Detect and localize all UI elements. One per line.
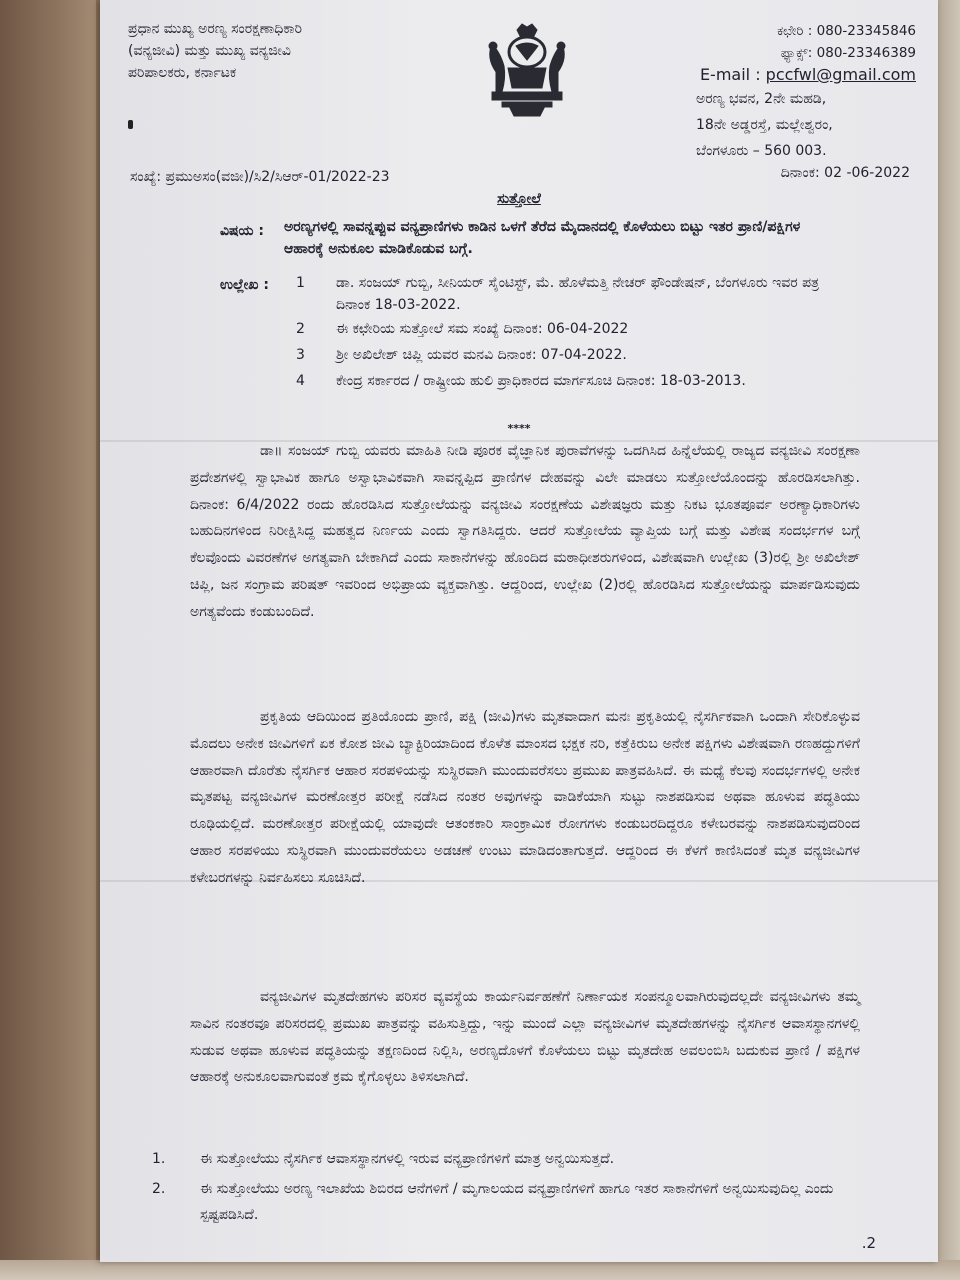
section-separator: **** bbox=[507, 422, 531, 435]
issuing-authority bbox=[128, 18, 428, 84]
subject-label: ವಿಷಯ : bbox=[220, 223, 265, 239]
office-address bbox=[696, 88, 916, 166]
body-paragraph bbox=[190, 704, 860, 892]
email-row bbox=[656, 64, 916, 90]
address-line: ಅರಣ್ಯ ಭವನ, 2ನೇ ಮಹಡಿ, bbox=[696, 91, 827, 107]
background-surface-bottom bbox=[0, 1260, 960, 1280]
address-line: 18ನೇ ಅಡ್ಡರಸ್ತೆ, ಮಲ್ಲೇಶ್ವರಂ, bbox=[696, 117, 833, 133]
authority-line: (ವನ್ಯಜೀವಿ) ಮತ್ತು ಮುಖ್ಯ ವನ್ಯಜೀವಿ bbox=[128, 43, 291, 59]
body-paragraph bbox=[190, 984, 860, 1091]
body-paragraph bbox=[190, 438, 860, 626]
reference-text: ಕೇಂದ್ರ ಸರ್ಕಾರದ / ರಾಷ್ಟ್ರೀಯ ಹುಲಿ ಪ್ರಾಧಿಕಾರದ ಮಾರ್ಗಸೂಚಿ ದಿನಾಂಕ: 18-03-2013. bbox=[336, 373, 746, 389]
punch-mark bbox=[128, 120, 133, 129]
paragraph-text: ಡಾ॥ ಸಂಜಯ್ ಗುಬ್ಬಿ ಯವರು ಮಾಹಿತಿ ನೀಡಿ ಪೂರಕ ವೈಜ್ಞಾನಿಕ ಪುರಾವೆಗಳನ್ನು ಒದಗಿಸಿದ ಹಿನ್ನೆಲೆಯಲ್ಲಿ ರಾಜ್ಯದ ವನ್ಯಜೀವಿ ಸಂರಕ್ಷಣಾ ಪ್ರದೇಶಗಳಲ್ಲಿ ಸ್ವಾಭಾವಿಕ ಹಾಗೂ ಅಸ್ವಾಭಾವಿಕವಾಗಿ ಸಾವನ್ನಪ್ಪಿದ ಪ್ರಾಣಿಗಳ ದೇಹವನ್ನು ವಿಲೇ ಮಾಡಲು ಸುತ್ತೋಲೆಯೊಂದನ್ನು ಹೊರಡಿಸಲಾಗಿತ್ತು. ದಿನಾಂಕ: 6/4/2022 ರಂದು ಹೊರಡಿಸಿದ ಸುತ್ತೋಲೆಯನ್ನು ವನ್ಯಜೀವಿ ಸಂರಕ್ಷಣೆಯ ವಿಶೇಷಜ್ಞರು ಮತ್ತು ನಿಕಟ ಭೂತಪೂರ್ವ ಅರಣ್ಯಾಧಿಕಾರಿಗಳು ಬಹುದಿನಗಳಿಂದ ನಿರೀಕ್ಷಿಸಿದ್ದ ಮಹತ್ವದ ನಿರ್ಣಯ ಎಂದು ಸ್ವಾಗತಿಸಿದ್ದರು. ಆದರೆ ಸುತ್ತೋಲೆಯ ವ್ಯಾಪ್ತಿಯ ಬಗ್ಗೆ ಮತ್ತು ವಿಶೇಷ ಸಂದರ್ಭಗಳ ಬಗ್ಗೆ ಕೆಲವೊಂದು ವಿವರಣೆಗಳ ಅಗತ್ಯವಾಗಿ ಬೇಕಾಗಿದೆ ಎಂದು ಸಾಕಾನೆಗಳನ್ನು ಹೊಂದಿದ ಮಠಾಧೀಶರುಗಳಿಂದ, ವಿಶೇಷವಾಗಿ ಉಲ್ಲೇಖ (3)ರಲ್ಲಿ ಶ್ರೀ ಅಖಿಲೇಶ್ ಚಿಪ್ಲಿ, ಜನ ಸಂಗ್ರಾಮ ಪರಿಷತ್ ಇವರಿಂದ ಅಭಿಪ್ರಾಯ ವ್ಯಕ್ತವಾಗಿತ್ತು. ಆದ್ದರಿಂದ, ಉಲ್ಲೇಖ (2)ರಲ್ಲಿ ಹೊರಡಿಸಿದ ಸುತ್ತೋಲೆಯನ್ನು ಮಾರ್ಪಡಿಸುವುದು ಅಗತ್ಯವೆಂದು ಕಂಡುಬಂದಿದೆ. bbox=[190, 443, 860, 620]
email-label: E-mail : bbox=[699, 65, 761, 84]
reference-number-label: 3 bbox=[296, 347, 305, 363]
reference-number-label: 1 bbox=[296, 275, 305, 291]
reference-number-label: 2 bbox=[296, 321, 305, 337]
paragraph-text: ಪ್ರಕೃತಿಯ ಆದಿಯಿಂದ ಪ್ರತಿಯೊಂದು ಪ್ರಾಣಿ, ಪಕ್ಷಿ (ಜೀವಿ)ಗಳು ಮೃತವಾದಾಗ ಮನಃ ಪ್ರಕೃತಿಯಲ್ಲಿ ನೈಸರ್ಗಿಕವಾಗಿ ಒಂದಾಗಿ ಸೇರಿಕೊಳ್ಳುವ ಮೊದಲು ಅನೇಕ ಜೀವಿಗಳಿಗೆ ಏಕ ಕೋಶ ಜೀವಿ ಬ್ಯಾಕ್ಟಿರಿಯಾದಿಂದ ಕೊಳೆತ ಮಾಂಸದ ಭಕ್ಷಕ ನರಿ, ಕತ್ತೆಕಿರುಬ ಅನೇಕ ಪಕ್ಷಿಗಳು ವಿಶೇಷವಾಗಿ ರಣಹದ್ದುಗಳಿಗೆ ಆಹಾರವಾಗಿ ದೊರೆತು ನೈಸರ್ಗಿಕ ಆಹಾರ ಸರಪಳಿಯನ್ನು ಸುಸ್ಥಿರವಾಗಿ ಮುಂದುವರೆಸಲು ಪ್ರಮುಖ ಪಾತ್ರವಹಿಸಿದೆ. ಈ ಮಧ್ಯೆ ಕೆಲವು ಸಂದರ್ಭಗಳಲ್ಲಿ ಅನೇಕ ಮೃತಪಟ್ಟ ವನ್ಯಜೀವಿಗಳ ಮರಣೋತ್ತರ ಪರೀಕ್ಷೆ ನಡೆಸಿದ ನಂತರ ಅವುಗಳನ್ನು ವಾಡಿಕೆಯಾಗಿ ಸುಟ್ಟು ನಾಶಪಡಿಸುವ ಅಥವಾ ಹೂಳುವ ಪದ್ಧತಿಯು ರೂಢಿಯಲ್ಲಿದೆ. ಮರಣೋತ್ತರ ಪರೀಕ್ಷೆಯಲ್ಲಿ ಯಾವುದೇ ಆತಂಕಕಾರಿ ಸಾಂಕ್ರಾಮಿಕ ರೋಗಗಳು ಕಂಡುಬರದಿದ್ದರೂ ಕಳೇಬರವನ್ನು ನಾಶಪಡಿಸುವುದರಿಂದ ಆಹಾರ ಸರಪಳಿಯು ಸುಸ್ಥಿರವಾಗಿ ಮುಂದುವರೆಯಲು ಅಡಚಣೆ ಉಂಟು ಮಾಡಿದಂತಾಗುತ್ತದೆ. ಆದ್ದರಿಂದ ಈ ಕೆಳಗೆ ಕಾಣಿಸಿದಂತೆ ಮೃತ ವನ್ಯಜೀವಿಗಳ ಕಳೇಬರಗಳನ್ನು ನಿರ್ವಹಿಸಲು ಸೂಚಿಸಿದೆ. bbox=[190, 709, 860, 886]
document-date: ದಿನಾಂಕ: 02 -06-2022 bbox=[780, 165, 910, 181]
list-text: ಈ ಸುತ್ತೋಲೆಯು ಅರಣ್ಯ ಇಲಾಖೆಯ ಶಿಬಿರದ ಆನೆಗಳಿಗೆ / ಮೃಗಾಲಯದ ವನ್ಯಪ್ರಾಣಿಗಳಿಗೆ ಹಾಗೂ ಇತರ ಸಾಕಾನೆಗಳಿಗೆ ಅನ್ವಯಿಸುವುದಿಲ್ಲ ಎಂದು ಸ್ಪಷ್ಟಪಡಿಸಿದೆ. bbox=[200, 1181, 834, 1223]
reference-text: ಈ ಕಛೇರಿಯ ಸುತ್ತೋಲೆ ಸಮ ಸಂಖ್ಯೆ ದಿನಾಂಕ: 06-04-2022 bbox=[336, 321, 629, 337]
reference-text: ಶ್ರೀ ಅಖಿಲೇಶ್ ಚಿಪ್ಲಿ ಯವರ ಮನವಿ ದಿನಾಂಕ: 07-04-2022. bbox=[336, 347, 627, 363]
state-emblem-icon bbox=[472, 22, 582, 122]
office-phone: ಕಛೇರಿ : 080-23345846 bbox=[777, 23, 916, 39]
references-label: ಉಲ್ಲೇಖ : bbox=[220, 277, 269, 293]
address-line: ಬೆಂಗಳೂರು – 560 003. bbox=[696, 143, 827, 159]
authority-line: ಪ್ರಧಾನ ಮುಖ್ಯ ಅರಣ್ಯ ಸಂರಕ್ಷಣಾಧಿಕಾರಿ bbox=[128, 21, 302, 37]
reference-number-label: 4 bbox=[296, 373, 305, 389]
list-number: 1. bbox=[152, 1151, 166, 1167]
paragraph-text: ವನ್ಯಜೀವಿಗಳ ಮೃತದೇಹಗಳು ಪರಿಸರ ವ್ಯವಸ್ಥೆಯ ಕಾರ್ಯನಿರ್ವಹಣೆಗೆ ನಿರ್ಣಾಯಕ ಸಂಪನ್ಮೂಲವಾಗಿರುವುದಲ್ಲದೇ ವನ್ಯಜೀವಿಗಳು ತಮ್ಮ ಸಾವಿನ ನಂತರವೂ ಪರಿಸರದಲ್ಲಿ ಪ್ರಮುಖ ಪಾತ್ರವನ್ನು ವಹಿಸುತ್ತಿದ್ದು, ಇನ್ನು ಮುಂದೆ ಎಲ್ಲಾ ವನ್ಯಜೀವಿಗಳ ಮೃತದೇಹಗಳನ್ನು ನೈಸರ್ಗಿಕ ಆವಾಸಸ್ಥಾನಗಳಲ್ಲಿ ಸುಡುವ ಅಥವಾ ಹೂಳುವ ಪದ್ಧತಿಯನ್ನು ತಕ್ಷಣದಿಂದ ನಿಲ್ಲಿಸಿ, ಅರಣ್ಯದೊಳಗೆ ಕೊಳೆಯಲು ಬಿಟ್ಟು ಮೃತದೇಹ ಅವಲಂಬಿಸಿ ಬದುಕುವ ಪ್ರಾಣಿ / ಪಕ್ಷಿಗಳ ಆಹಾರಕ್ಕೆ ಅನುಕೂಲವಾಗುವಂತೆ ಕ್ರಮ ಕೈಗೊಳ್ಳಲು ತಿಳಿಸಲಾಗಿದೆ. bbox=[190, 989, 860, 1086]
subject-text: ಅರಣ್ಯಗಳಲ್ಲಿ ಸಾವನ್ನಪ್ಪುವ ವನ್ಯಪ್ರಾಣಿಗಳು ಕಾಡಿನ ಒಳಗೆ ತೆರೆದ ಮೈದಾನದಲ್ಲಿ ಕೊಳೆಯಲು ಬಿಟ್ಟು ಇತರ ಪ್ರಾಣಿ/ಪಕ್ಷಿಗಳ ಆಹಾರಕ್ಕೆ ಅನುಕೂಲ ಮಾಡಿಕೊಡುವ ಬಗ್ಗೆ. bbox=[284, 219, 801, 257]
list-text: ಈ ಸುತ್ತೋಲೆಯು ನೈಸರ್ಗಿಕ ಆವಾಸಸ್ಥಾನಗಳಲ್ಲಿ ಇರುವ ವನ್ಯಪ್ರಾಣಿಗಳಿಗೆ ಮಾತ್ರ ಅನ್ವಯಿಸುತ್ತದೆ. bbox=[200, 1151, 615, 1167]
contact-info bbox=[656, 20, 916, 90]
page-number: .2 bbox=[861, 1234, 876, 1252]
list-number: 2. bbox=[152, 1181, 166, 1197]
reference-text: ಡಾ. ಸಂಜಯ್ ಗುಬ್ಬಿ, ಸೀನಿಯರ್ ಸೈಂಟಿಸ್ಟ್, ಮೆ. ಹೊಳೆಮತ್ತಿ ನೇಚರ್ ಫೌಂಡೇಷನ್, ಬೆಂಗಳೂರು ಇವರ ಪತ್ರ ದಿನಾಂಕ 18-03-2022. bbox=[336, 275, 820, 313]
reference-number: ಸಂಖ್ಯೆ: ಪ್ರಮುಅಸಂ(ವಜೀ)/ಸಿ2/ಸಿಆರ್-01/2022-23 bbox=[130, 169, 390, 185]
email-link[interactable]: pccfwl@gmail.com bbox=[765, 65, 916, 84]
document-title: ಸುತ್ತೋಲೆ bbox=[497, 191, 541, 207]
authority-line: ಪರಿಪಾಲಕರು, ಕರ್ನಾಟಕ bbox=[128, 65, 237, 81]
background-surface-left bbox=[0, 0, 96, 1280]
document-page bbox=[100, 0, 938, 1262]
fax-number: ಫ್ಯಾಕ್ಸ್: 080-23346389 bbox=[780, 45, 916, 61]
